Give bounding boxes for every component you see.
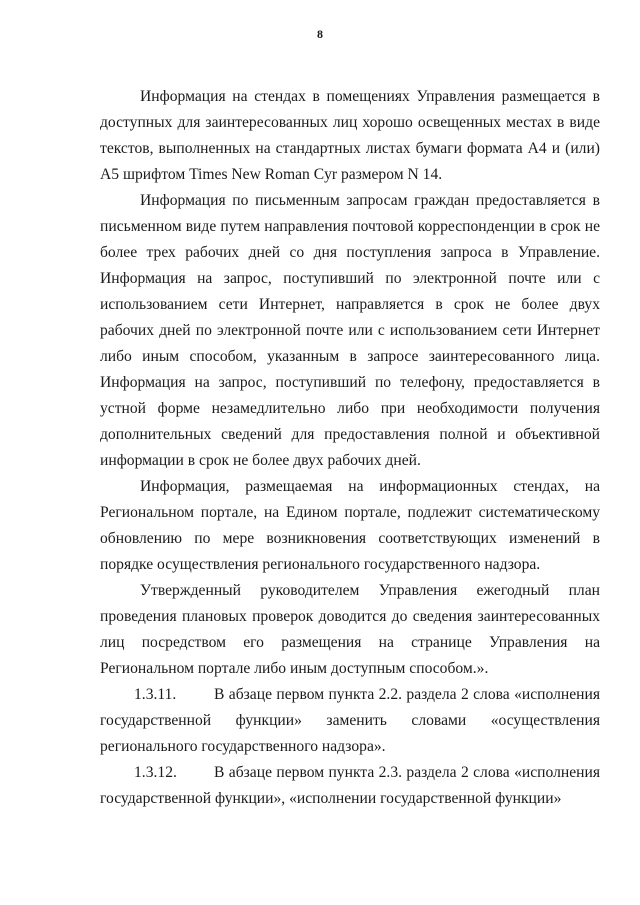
item-1-3-12 — [100, 760, 600, 812]
paragraph-inspection-plan: Утвержденный руководителем Управления ежегодный план проведения плановых проверок доводится до сведения заинтересованных лиц посредством его размещения на странице Управления на Региональном портале либо иным доступным способом.». — [100, 582, 600, 677]
paragraph-written-requests: Информация по письменным запросам граждан предоставляется в письменном виде путем направления почтовой корреспонденции в срок не более трех рабочих дней со дня поступления запроса в Управление. Информация на запрос, поступивший по электронной почте или с использованием сети Интернет, направляется в срок не более двух рабочих дней по электронной почте или с использованием сети Интернет либо иным способом, указанным в запросе заинтересованного лица. Информация на запрос, поступивший по телефону, предоставляется в устной форме незамедлительно либо при необходимости получения дополнительных сведений для предоставления полной и объективной информации в срок не более двух рабочих дней. — [100, 192, 600, 469]
item-number: 1.3.11. — [134, 686, 177, 703]
item-1-3-11 — [100, 682, 600, 760]
page-number: 8 — [317, 27, 323, 41]
paragraph-stands-info: Информация на стендах в помещениях Управления размещается в доступных для заинтересованных лиц хорошо освещенных местах в виде текстов, выполненных на стандартных листах бумаги формата А4 и (или) А5 шрифтом Times New Roman Cyr размером N 14. — [100, 88, 600, 183]
item-text: В абзаце первом пункта 2.3. раздела 2 слова «исполнения государственной функции», «исполнении государственной функции» — [100, 764, 600, 807]
item-text: В абзаце первом пункта 2.2. раздела 2 слова «исполнения государственной функции» заменить словами «осуществления регионального государственного надзора». — [100, 686, 600, 755]
item-number: 1.3.12. — [134, 764, 177, 781]
paragraph-portal-updates: Информация, размещаемая на информационных стендах, на Региональном портале, на Едином портале, подлежит систематическому обновлению по мере возникновения соответствующих изменений в порядке осуществления регионального государственного надзора. — [100, 478, 600, 573]
